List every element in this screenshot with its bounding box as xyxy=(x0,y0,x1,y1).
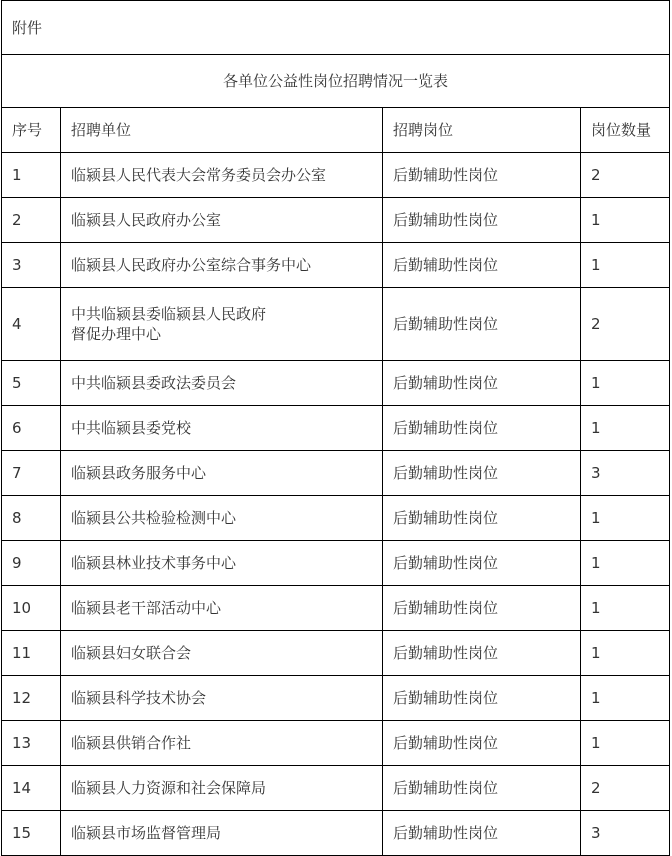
row-unit: 临颍县供销合作社 xyxy=(61,721,383,766)
row-count: 1 xyxy=(581,721,670,766)
row-unit-line2: 督促办理中心 xyxy=(71,325,162,343)
row-post: 后勤辅助性岗位 xyxy=(383,153,581,198)
row-post: 后勤辅助性岗位 xyxy=(383,631,581,676)
attachment-label: 附件 xyxy=(2,1,670,55)
attachment-row xyxy=(2,1,670,55)
header-post: 招聘岗位 xyxy=(383,108,581,153)
table-row xyxy=(2,766,670,811)
row-unit: 临颍县科学技术协会 xyxy=(61,676,383,721)
title-row xyxy=(2,55,670,108)
row-post: 后勤辅助性岗位 xyxy=(383,721,581,766)
row-seq: 13 xyxy=(2,721,61,766)
row-seq: 12 xyxy=(2,676,61,721)
header-row xyxy=(2,108,670,153)
table-row xyxy=(2,406,670,451)
row-seq: 11 xyxy=(2,631,61,676)
row-seq: 6 xyxy=(2,406,61,451)
row-post: 后勤辅助性岗位 xyxy=(383,198,581,243)
row-post: 后勤辅助性岗位 xyxy=(383,541,581,586)
table-row xyxy=(2,496,670,541)
table-row xyxy=(2,288,670,361)
row-unit: 临颍县政务服务中心 xyxy=(61,451,383,496)
row-post: 后勤辅助性岗位 xyxy=(383,811,581,856)
row-unit: 临颍县公共检验检测中心 xyxy=(61,496,383,541)
row-seq: 5 xyxy=(2,361,61,406)
row-count: 1 xyxy=(581,631,670,676)
header-seq: 序号 xyxy=(2,108,61,153)
table-row xyxy=(2,361,670,406)
row-unit: 中共临颍县委政法委员会 xyxy=(61,361,383,406)
table-row xyxy=(2,541,670,586)
table-row xyxy=(2,676,670,721)
row-unit-line1: 中共临颍县委临颍县人民政府 xyxy=(71,305,267,323)
row-seq: 14 xyxy=(2,766,61,811)
row-seq: 10 xyxy=(2,586,61,631)
row-seq: 1 xyxy=(2,153,61,198)
row-post: 后勤辅助性岗位 xyxy=(383,406,581,451)
row-count: 1 xyxy=(581,361,670,406)
row-seq: 9 xyxy=(2,541,61,586)
row-count: 1 xyxy=(581,586,670,631)
row-unit: 临颍县老干部活动中心 xyxy=(61,586,383,631)
row-unit: 临颍县妇女联合会 xyxy=(61,631,383,676)
table-row xyxy=(2,153,670,198)
row-unit: 临颍县人民代表大会常务委员会办公室 xyxy=(61,153,383,198)
row-seq: 2 xyxy=(2,198,61,243)
table-row xyxy=(2,198,670,243)
row-count: 2 xyxy=(581,288,670,361)
row-post: 后勤辅助性岗位 xyxy=(383,361,581,406)
row-count: 3 xyxy=(581,811,670,856)
recruitment-table xyxy=(1,0,670,856)
row-seq: 4 xyxy=(2,288,61,361)
row-post: 后勤辅助性岗位 xyxy=(383,676,581,721)
row-post: 后勤辅助性岗位 xyxy=(383,288,581,361)
row-post: 后勤辅助性岗位 xyxy=(383,496,581,541)
row-count: 2 xyxy=(581,766,670,811)
row-seq: 3 xyxy=(2,243,61,288)
table-row xyxy=(2,586,670,631)
row-count: 1 xyxy=(581,541,670,586)
row-post: 后勤辅助性岗位 xyxy=(383,766,581,811)
row-post: 后勤辅助性岗位 xyxy=(383,451,581,496)
header-unit: 招聘单位 xyxy=(61,108,383,153)
row-unit: 临颍县人民政府办公室 xyxy=(61,198,383,243)
row-count: 1 xyxy=(581,496,670,541)
table-title: 各单位公益性岗位招聘情况一览表 xyxy=(2,55,670,108)
row-seq: 15 xyxy=(2,811,61,856)
row-count: 2 xyxy=(581,153,670,198)
table-row xyxy=(2,631,670,676)
row-unit: 临颍县人民政府办公室综合事务中心 xyxy=(61,243,383,288)
row-count: 1 xyxy=(581,198,670,243)
row-count: 1 xyxy=(581,676,670,721)
row-count: 1 xyxy=(581,243,670,288)
row-unit: 临颍县林业技术事务中心 xyxy=(61,541,383,586)
table-row xyxy=(2,243,670,288)
row-count: 1 xyxy=(581,406,670,451)
row-unit xyxy=(61,288,383,361)
row-unit: 临颍县市场监督管理局 xyxy=(61,811,383,856)
row-count: 3 xyxy=(581,451,670,496)
header-count: 岗位数量 xyxy=(581,108,670,153)
row-post: 后勤辅助性岗位 xyxy=(383,243,581,288)
row-seq: 8 xyxy=(2,496,61,541)
row-post: 后勤辅助性岗位 xyxy=(383,586,581,631)
table-row xyxy=(2,721,670,766)
row-seq: 7 xyxy=(2,451,61,496)
table-row xyxy=(2,451,670,496)
row-unit: 临颍县人力资源和社会保障局 xyxy=(61,766,383,811)
row-unit: 中共临颍县委党校 xyxy=(61,406,383,451)
